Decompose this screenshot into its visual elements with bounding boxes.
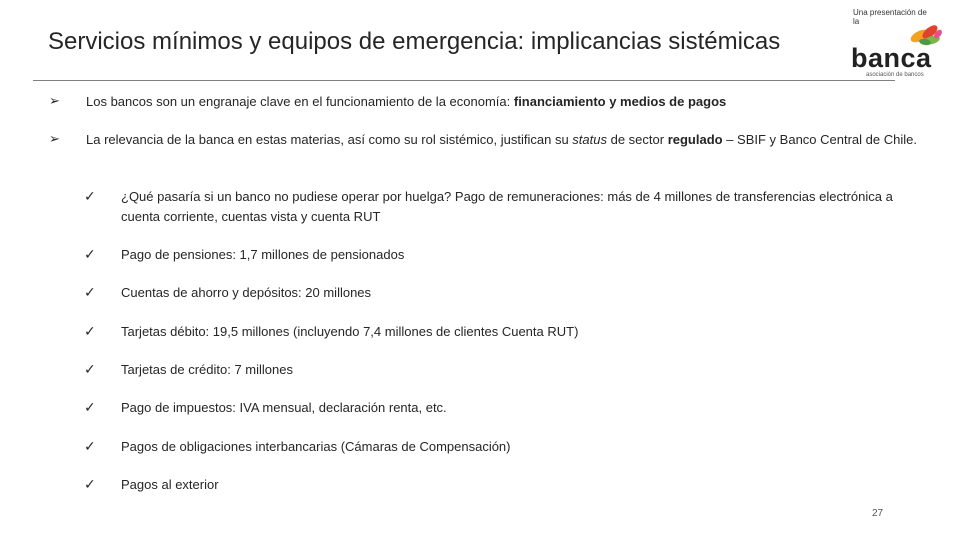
checkmark-icon: ✓ bbox=[84, 477, 96, 493]
checkmark-icon: ✓ bbox=[84, 247, 96, 263]
banca-logo bbox=[848, 6, 948, 80]
checkmark-icon: ✓ bbox=[84, 400, 96, 416]
slide-title: Servicios mínimos y equipos de emergencia: implicancias sistémicas bbox=[48, 28, 781, 55]
sub-bullet-text: Tarjetas de crédito: 7 millones bbox=[121, 362, 293, 377]
sub-bullet-text: Pagos al exterior bbox=[121, 477, 219, 492]
checkmark-icon: ✓ bbox=[84, 189, 96, 205]
sub-bullet-text: Pago de pensiones: 1,7 millones de pensionados bbox=[121, 247, 405, 262]
title-divider bbox=[33, 80, 895, 81]
bullet-text bbox=[86, 130, 946, 149]
checkmark-icon: ✓ bbox=[84, 362, 96, 378]
bullet-text-italic: status bbox=[572, 132, 607, 147]
checkmark-icon: ✓ bbox=[84, 439, 96, 455]
sub-bullet-text: Pago de impuestos: IVA mensual, declaración renta, etc. bbox=[121, 400, 447, 415]
bullet-text bbox=[86, 92, 946, 111]
logo-tagline: Una presentación de la bbox=[853, 8, 927, 26]
logo-subtext: asociación de bancos bbox=[866, 72, 924, 78]
bullet-text-bold: financiamiento y medios de pagos bbox=[513, 94, 727, 109]
sub-bullet-text: ¿Qué pasaría si un banco no pudiese operar por huelga? Pago de remuneraciones: más de 4 millones de transferencias electrónica a cuenta corriente, cuentas vista y cuenta RUT bbox=[121, 189, 893, 224]
bullet-text-part: La relevancia de la banca en estas materias, así como su rol sistémico, justifican su bbox=[86, 132, 573, 147]
bullet-text-bold: regulado bbox=[667, 132, 723, 147]
page-number: 27 bbox=[872, 508, 884, 519]
bullet-text-part: – SBIF y Banco Central de Chile. bbox=[722, 132, 917, 147]
sub-bullet-text: Pagos de obligaciones interbancarias (Cámaras de Compensación) bbox=[121, 439, 511, 454]
arrow-bullet-icon: ➢ bbox=[49, 132, 60, 147]
arrow-bullet-icon: ➢ bbox=[49, 94, 60, 109]
bullet-text-part: de sector bbox=[606, 132, 668, 147]
bullet-text-plain: Los bancos son un engranaje clave en el funcionamiento de la economía: bbox=[86, 94, 514, 109]
checkmark-icon: ✓ bbox=[84, 285, 96, 301]
sub-bullet-text: Cuentas de ahorro y depósitos: 20 millones bbox=[121, 285, 372, 300]
sub-bullet-text: Tarjetas débito: 19,5 millones (incluyendo 7,4 millones de clientes Cuenta RUT) bbox=[121, 324, 579, 339]
logo-wordmark: banca bbox=[851, 43, 932, 73]
checkmark-icon: ✓ bbox=[84, 324, 96, 340]
